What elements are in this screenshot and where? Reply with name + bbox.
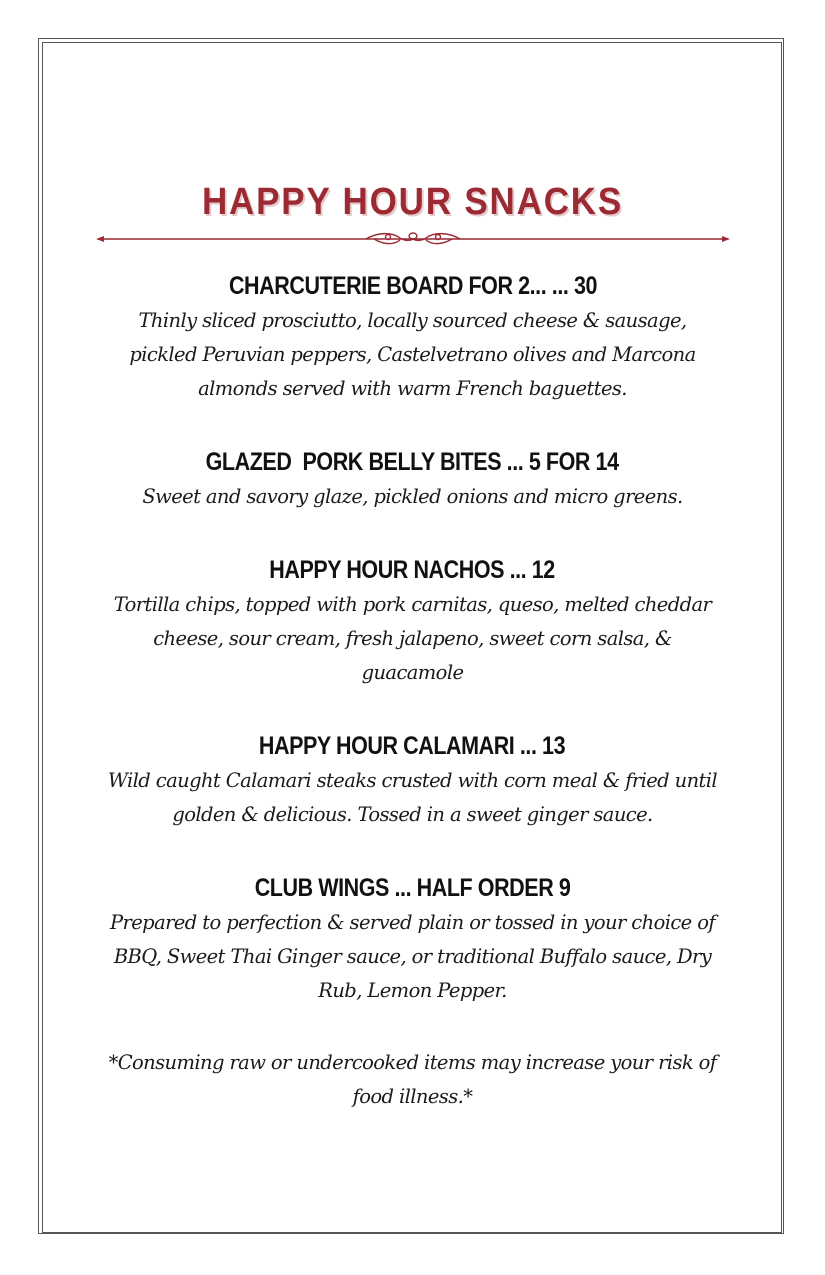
menu-item bbox=[100, 268, 725, 406]
menu-item-description: Tortilla chips, topped with pork carnitas, queso, melted cheddar cheese, sour cream, fresh jalapeno, sweet corn salsa, & guacamole bbox=[113, 593, 712, 684]
menu-item-name: HAPPY HOUR CALAMARI ... 13 bbox=[259, 732, 566, 760]
menu-item-name: HAPPY HOUR NACHOS ... 12 bbox=[269, 556, 556, 584]
menu-item-description: Sweet and savory glaze, pickled onions and micro greens. bbox=[142, 485, 683, 508]
menu-item bbox=[100, 552, 725, 690]
menu-title: HAPPY HOUR SNACKS bbox=[201, 181, 624, 223]
menu-item-description: Wild caught Calamari steaks crusted with corn meal & fried until golden & delicious. Tossed in a sweet ginger sauce. bbox=[107, 769, 718, 826]
food-safety-disclaimer: *Consuming raw or undercooked items may increase your risk of food illness.* bbox=[108, 1051, 717, 1108]
menu-item bbox=[100, 728, 725, 832]
menu-item-name: CLUB WINGS ... HALF ORDER 9 bbox=[254, 874, 571, 902]
menu-item-description: Prepared to perfection & served plain or tossed in your choice of BBQ, Sweet Thai Ginger sauce, or traditional Buffalo sauce, Dry Rub, Lemon Pepper. bbox=[110, 911, 715, 1002]
menu-item-name: CHARCUTERIE BOARD FOR 2... ... 30 bbox=[228, 272, 597, 300]
menu-items bbox=[100, 268, 725, 1114]
menu-item bbox=[100, 870, 725, 1008]
ornament-divider-icon bbox=[96, 228, 730, 250]
menu-item-description: Thinly sliced prosciutto, locally sourced cheese & sausage, pickled Peruvian peppers, Castelvetrano olives and Marcona almonds served with warm French baguettes. bbox=[129, 309, 696, 400]
menu-item bbox=[100, 444, 725, 514]
menu-item-name: GLAZED PORK BELLY BITES ... 5 FOR 14 bbox=[206, 448, 619, 476]
